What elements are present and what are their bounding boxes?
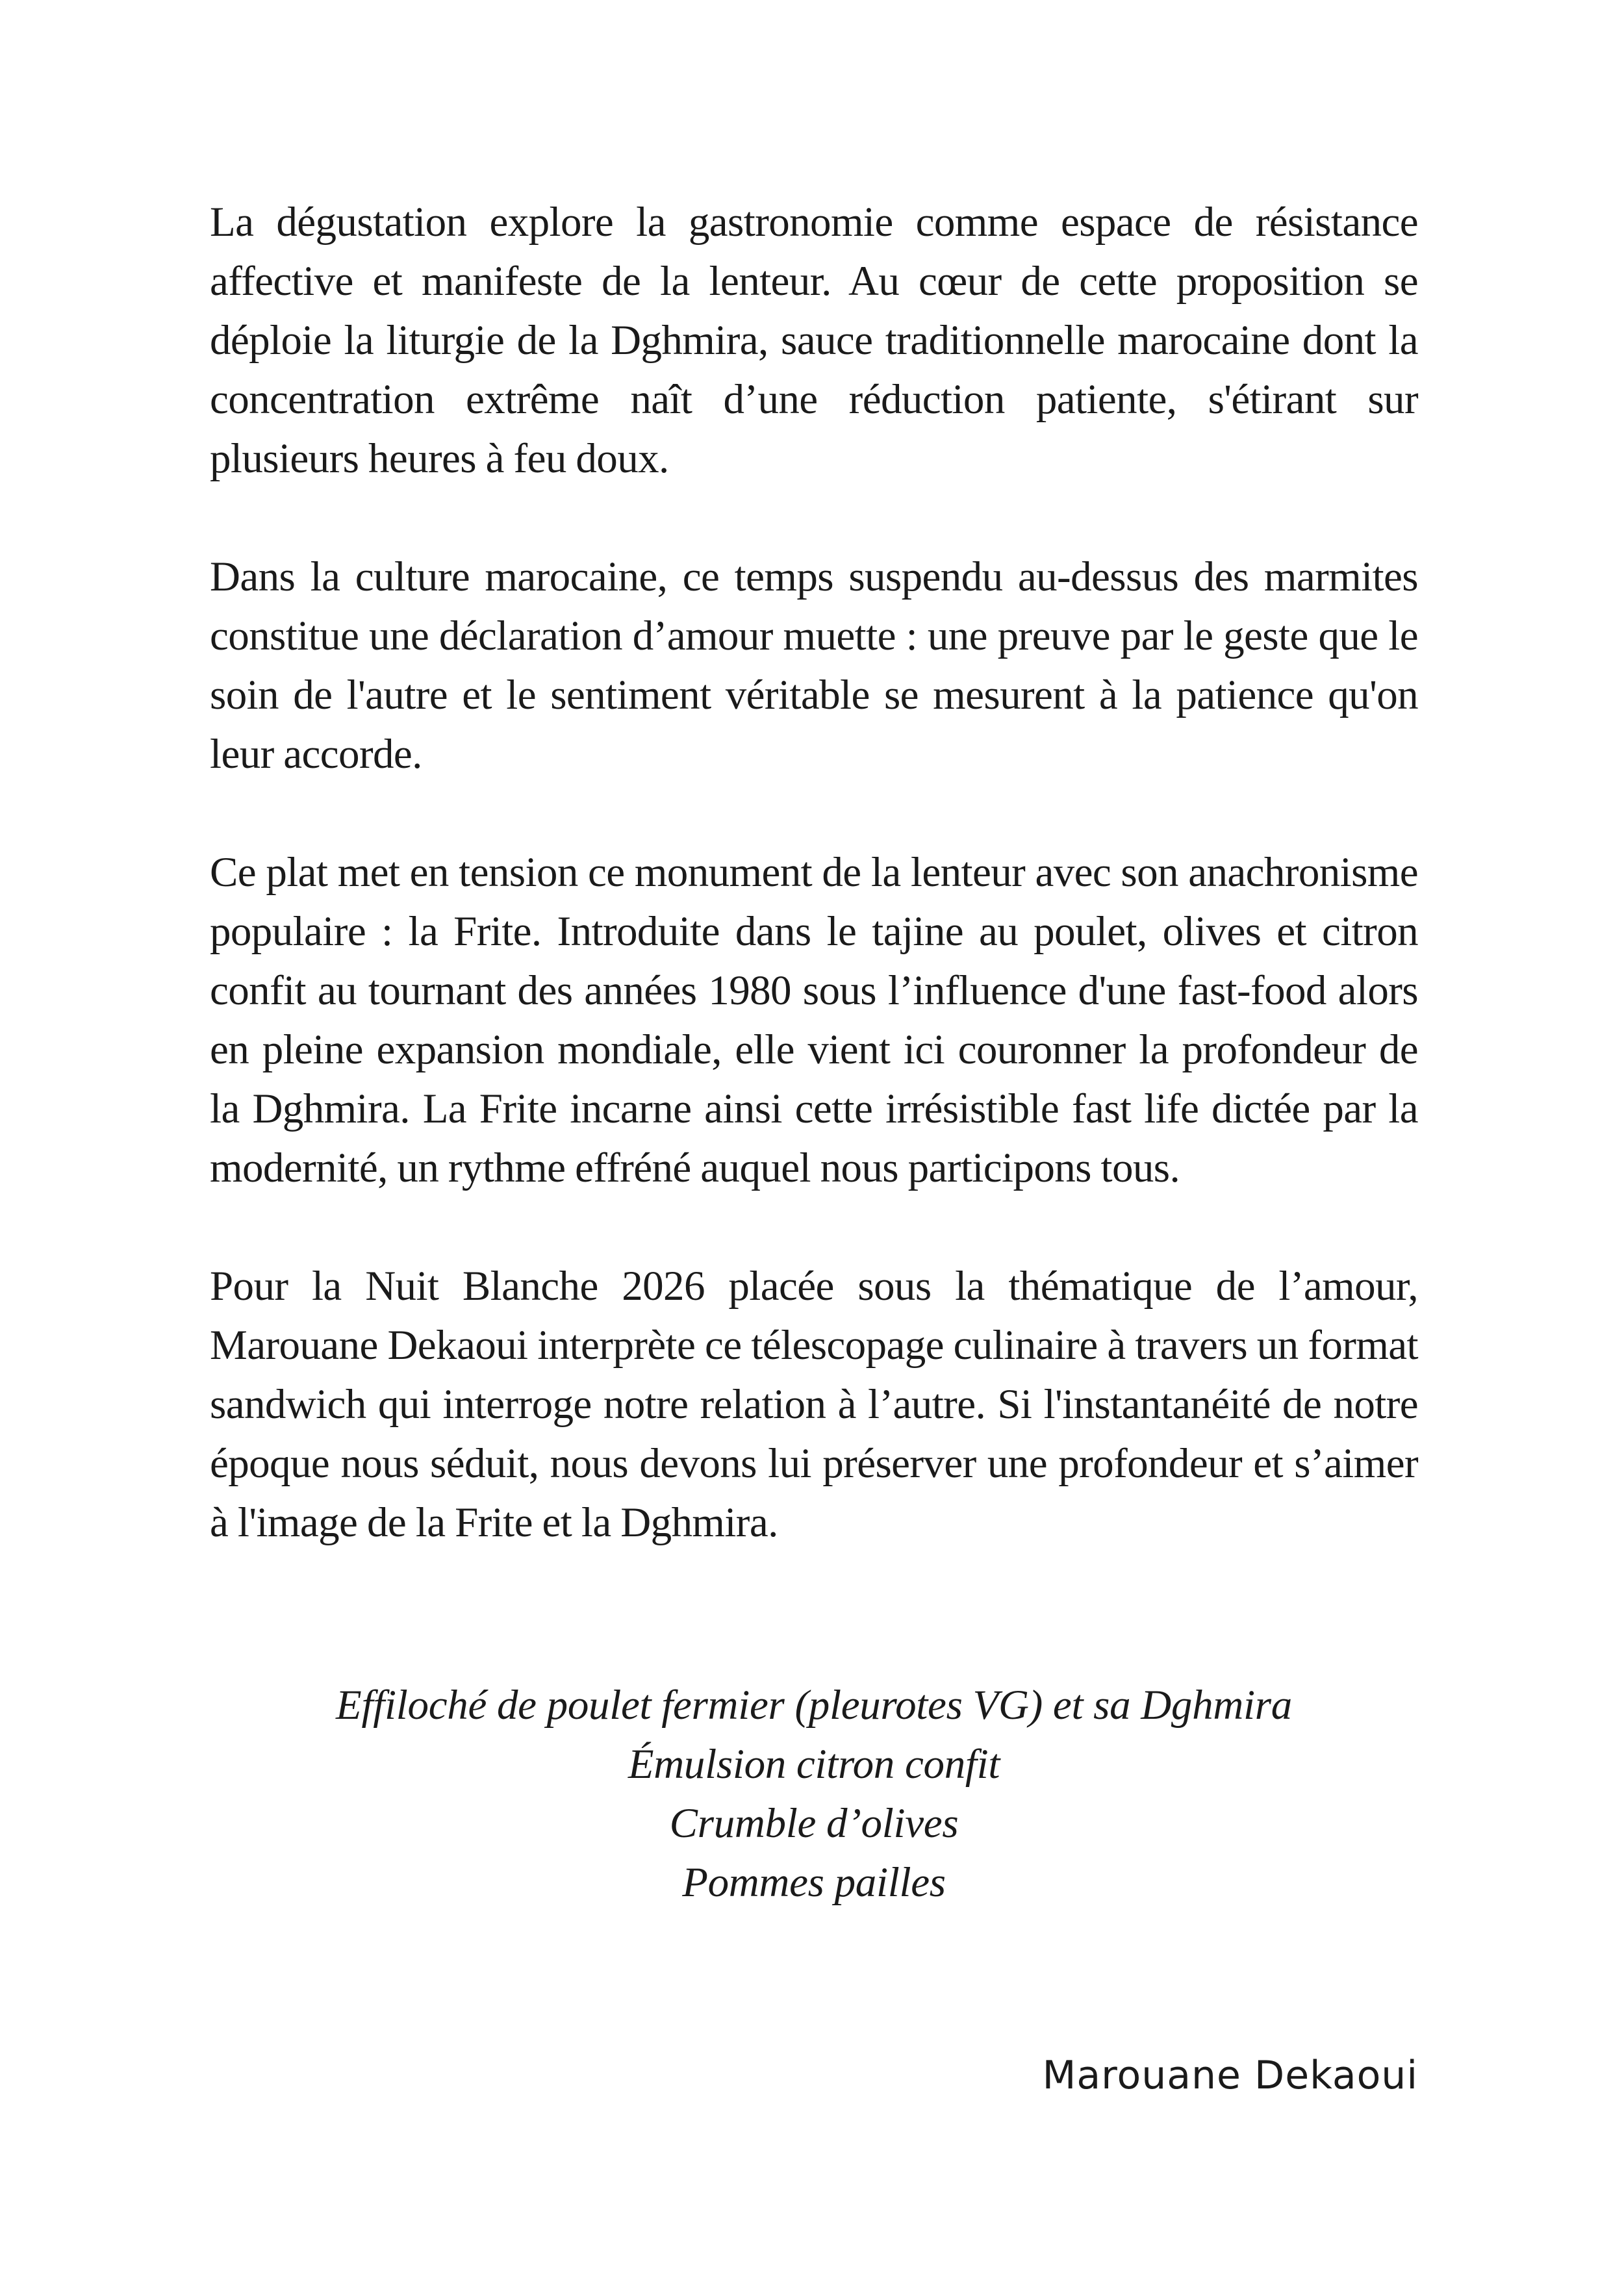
body-text [210, 193, 1418, 1612]
paragraph-culture: Dans la culture marocaine, ce temps suspendu au-dessus des marmites constitue une déclaration d’amour muette : une preuve par le geste que le soin de l'autre et le sentiment véritable se mesurent à la patience qu'on leur accorde. [210, 553, 1418, 778]
menu-item: Crumble d’olives [669, 1800, 959, 1847]
menu-list [210, 1676, 1418, 1912]
paragraph-nuit-blanche: Pour la Nuit Blanche 2026 placée sous la thématique de l’amour, Marouane Dekaoui interprète ce télescopage culinaire à travers un format sandwich qui interroge notre relation à l’autre. Si l'instantanéité de notre époque nous séduit, nous devons lui préserver une profondeur et s’aimer à l'image de la Frite et la Dghmira. [210, 1263, 1418, 1546]
menu-item: Effiloché de poulet fermier (pleurotes VG) et sa Dghmira [336, 1682, 1292, 1729]
paragraph-frite: Ce plat met en tension ce monument de la lenteur avec son anachronisme populaire : la Frite. Introduite dans le tajine au poulet, olives et citron confit au tournant des années 1980 sous l’influence d'une fast-food alors en pleine expansion mondiale, elle vient ici couronner la profondeur de la Dghmira. La Frite incarne ainsi cette irrésistible fast life dictée par la modernité, un rythme effréné auquel nous participons tous. [210, 849, 1418, 1191]
menu-item: Émulsion citron confit [628, 1741, 1000, 1788]
menu-item: Pommes pailles [682, 1859, 946, 1906]
author-signature: Marouane Dekaoui [1042, 2053, 1418, 2098]
paragraph-intro: La dégustation explore la gastronomie comme espace de résistance affective et manifeste de la lenteur. Au cœur de cette proposition se déploie la liturgie de la Dghmira, sauce traditionnelle marocaine dont la concentration extrême naît d’une réduction patiente, s'étirant sur plusieurs heures à feu doux. [210, 199, 1418, 482]
